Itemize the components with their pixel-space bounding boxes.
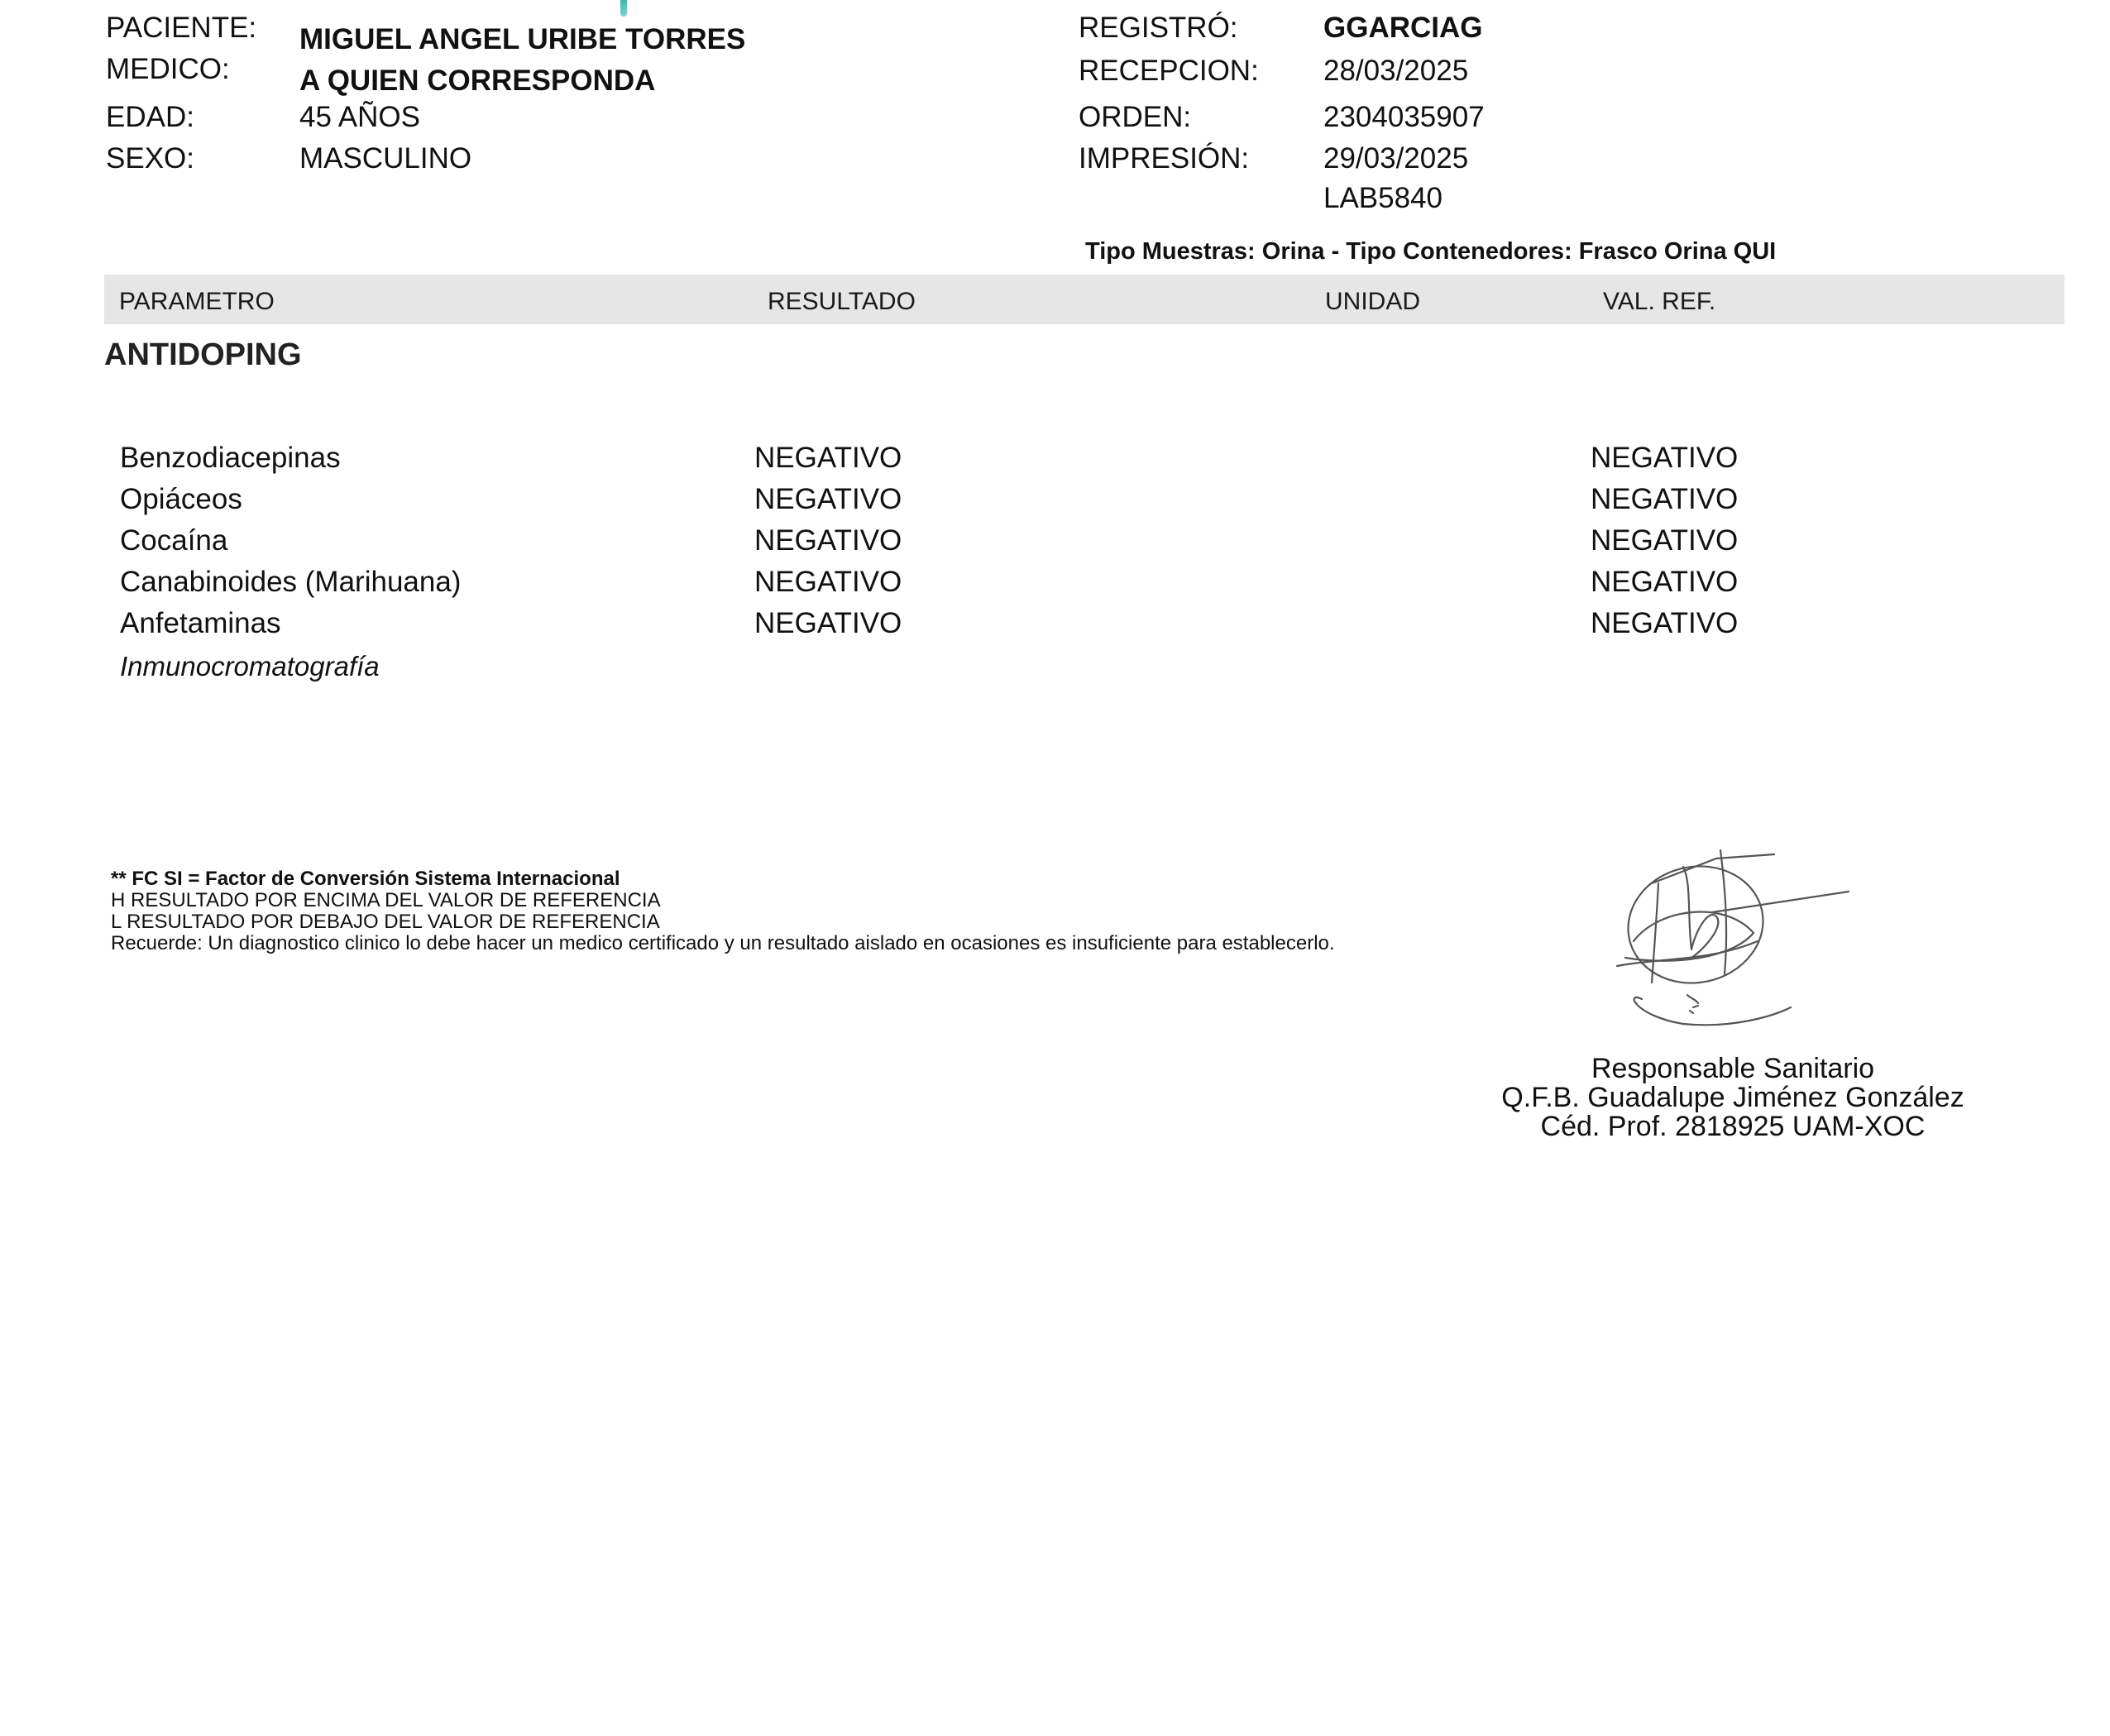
header-unidad: UNIDAD — [1325, 288, 1421, 315]
row-val-ref: NEGATIVO — [1591, 524, 1739, 557]
header-val-ref: VAL. REF. — [1603, 288, 1716, 315]
header-resultado: RESULTADO — [768, 288, 916, 315]
paciente-label: PACIENTE: — [106, 12, 257, 44]
note-line: H RESULTADO POR ENCIMA DEL VALOR DE REFERENCIA — [111, 889, 661, 911]
row-val-ref: NEGATIVO — [1591, 442, 1739, 474]
row-parametro: Canabinoides (Marihuana) — [120, 566, 462, 598]
sexo-value: MASCULINO — [299, 142, 472, 175]
results-table-header — [104, 275, 2065, 324]
header-parametro: PARAMETRO — [119, 288, 275, 315]
responsable-title: Responsable Sanitario — [1591, 1053, 1875, 1084]
row-parametro: Cocaína — [120, 524, 228, 557]
impresion-label: IMPRESIÓN: — [1079, 142, 1250, 175]
method-note: Inmunocromatografía — [120, 651, 380, 681]
recepcion-value: 28/03/2025 — [1323, 55, 1469, 87]
row-val-ref: NEGATIVO — [1591, 483, 1739, 515]
responsable-name: Q.F.B. Guadalupe Jiménez González — [1501, 1082, 1964, 1113]
impresion-value: 29/03/2025 — [1323, 142, 1469, 175]
row-resultado: NEGATIVO — [754, 566, 902, 598]
row-resultado: NEGATIVO — [754, 483, 902, 515]
edad-value: 45 AÑOS — [299, 101, 420, 133]
note-line: L RESULTADO POR DEBAJO DEL VALOR DE REFERENCIA — [111, 911, 660, 933]
medico-value: A QUIEN CORRESPONDA — [299, 65, 656, 97]
responsable-cedula: Céd. Prof. 2818925 UAM-XOC — [1540, 1111, 1926, 1142]
lab-code: LAB5840 — [1323, 182, 1443, 214]
note-line: ** FC SI = Factor de Conversión Sistema Internacional — [111, 868, 620, 890]
note-line: Recuerde: Un diagnostico clinico lo debe hacer un medico certificado y un resultado aislado en ocasiones es insuficiente para establecerlo. — [111, 932, 1335, 954]
edad-label: EDAD: — [106, 101, 194, 133]
row-parametro: Anfetaminas — [120, 607, 281, 639]
orden-value: 2304035907 — [1323, 101, 1485, 133]
recepcion-label: RECEPCION: — [1079, 55, 1259, 87]
sexo-label: SEXO: — [106, 142, 194, 175]
medico-label: MEDICO: — [106, 53, 230, 85]
orden-label: ORDEN: — [1079, 101, 1192, 133]
logo-fragment — [620, 0, 627, 17]
row-resultado: NEGATIVO — [754, 524, 902, 557]
section-title: ANTIDOPING — [104, 337, 302, 372]
row-val-ref: NEGATIVO — [1591, 607, 1739, 639]
responsable-block — [1472, 1055, 1993, 1141]
row-resultado: NEGATIVO — [754, 442, 902, 474]
sample-info: Tipo Muestras: Orina - Tipo Contenedores: Frasco Orina QUI — [1085, 238, 1777, 265]
row-parametro: Opiáceos — [120, 483, 242, 515]
row-resultado: NEGATIVO — [754, 607, 902, 639]
paciente-value: MIGUEL ANGEL URIBE TORRES — [299, 23, 746, 55]
registro-label: REGISTRÓ: — [1079, 12, 1238, 44]
signature-image — [1609, 834, 1857, 1032]
footnotes — [111, 868, 1335, 954]
registro-value: GGARCIAG — [1323, 12, 1483, 44]
row-parametro: Benzodiacepinas — [120, 442, 341, 474]
row-val-ref: NEGATIVO — [1591, 566, 1739, 598]
